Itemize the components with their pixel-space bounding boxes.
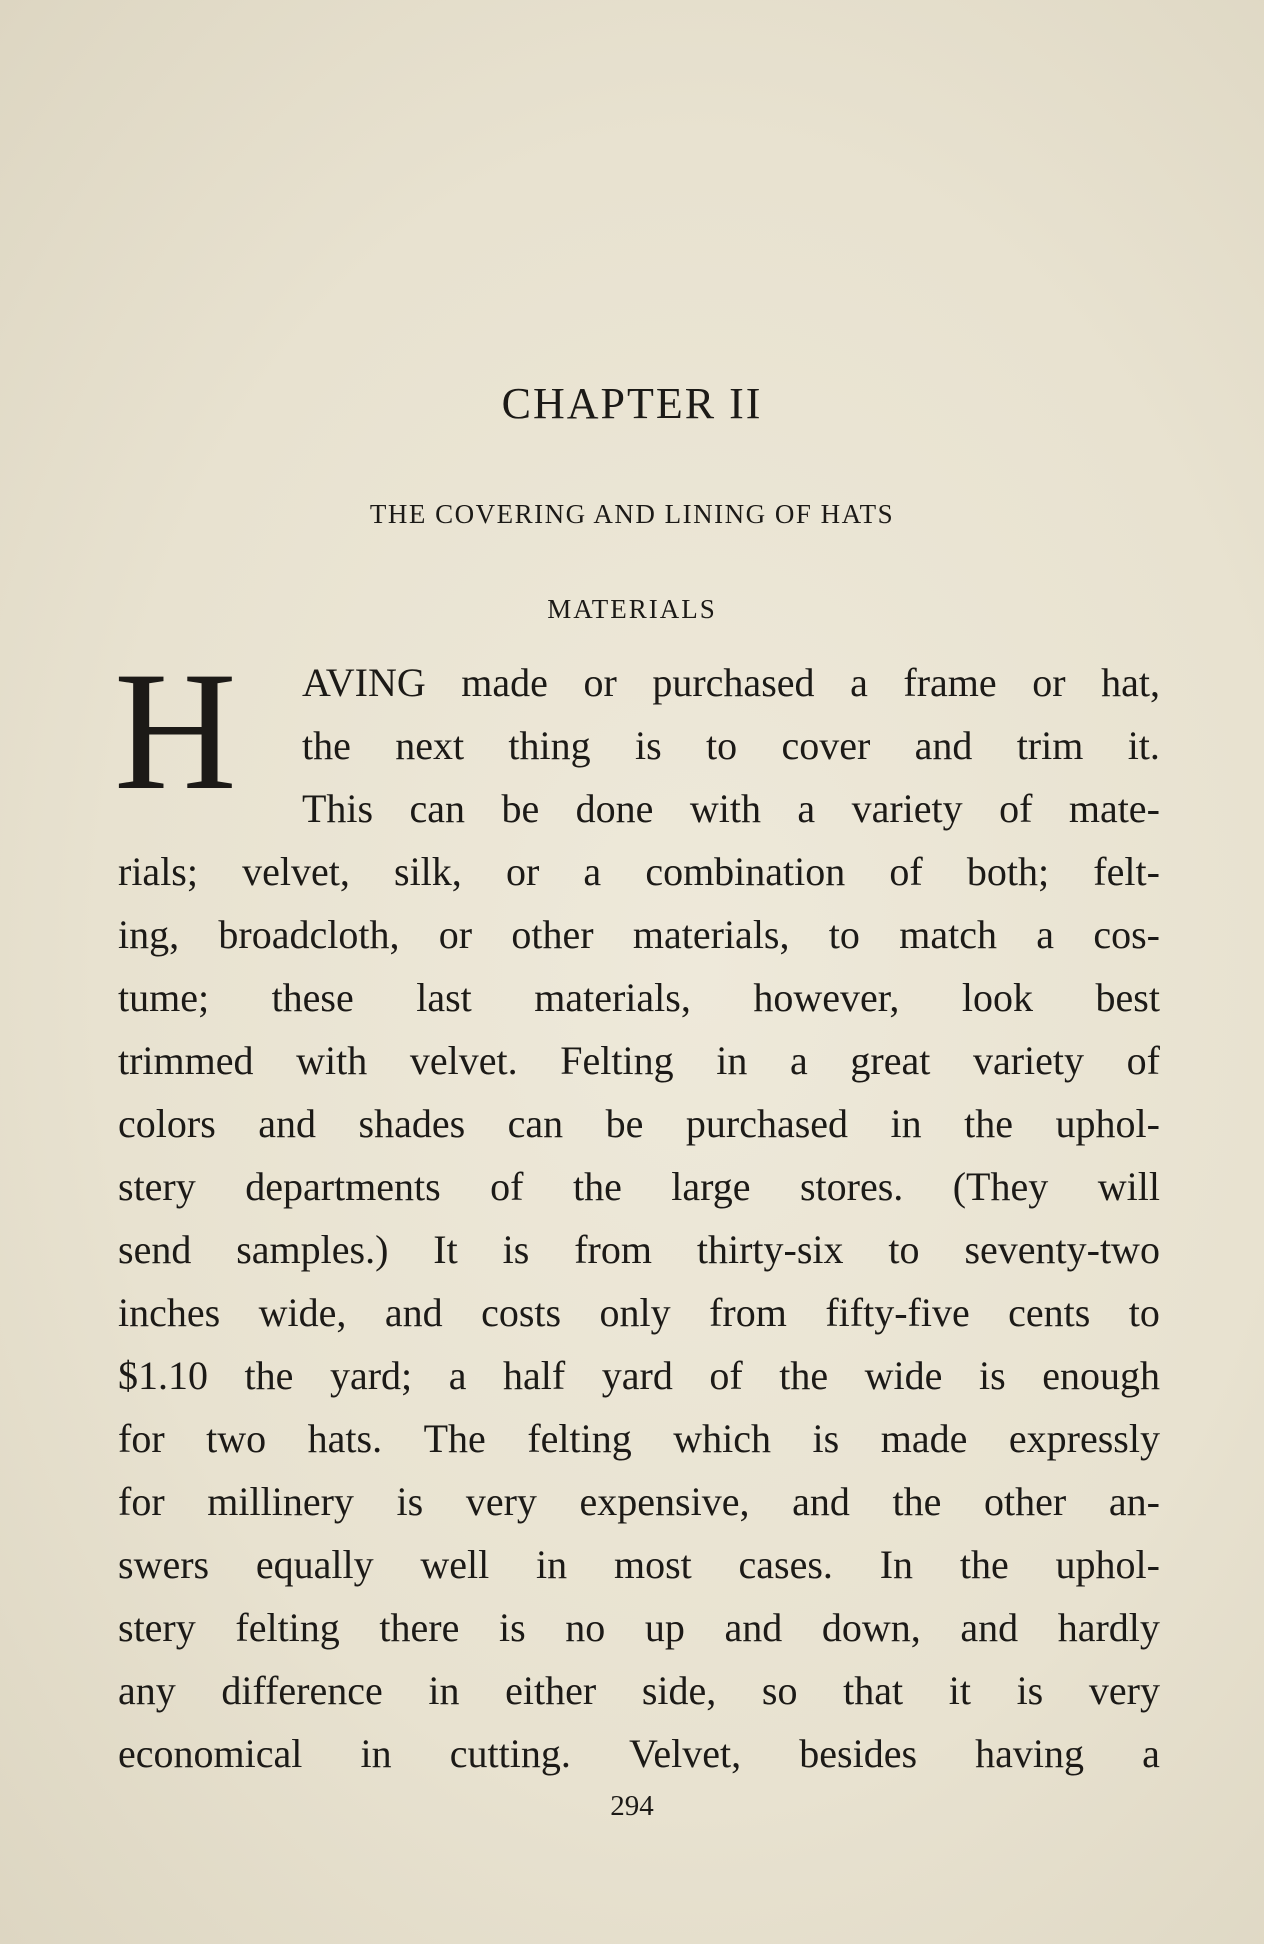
body-line <box>118 909 1160 961</box>
word: and <box>258 1101 317 1146</box>
word: colors <box>118 1101 216 1146</box>
word: very <box>1088 1668 1160 1713</box>
word: cases. <box>738 1542 833 1587</box>
word: felting <box>527 1416 632 1461</box>
body-line <box>118 1350 1160 1402</box>
word: with <box>296 1038 368 1083</box>
word: side, <box>641 1668 717 1713</box>
word: is <box>812 1416 840 1461</box>
word: these <box>271 975 354 1020</box>
word: and <box>960 1605 1019 1650</box>
word: of <box>889 849 923 894</box>
word: In <box>879 1542 914 1587</box>
word: match <box>899 912 997 957</box>
word: can <box>507 1101 564 1146</box>
word: hat, <box>1101 660 1160 705</box>
body-line <box>118 1665 1160 1717</box>
word: broadcloth, <box>218 912 400 957</box>
word: that <box>843 1668 904 1713</box>
word: frame <box>903 660 997 705</box>
word: any <box>118 1668 176 1713</box>
word: materials, <box>632 912 790 957</box>
word: shades <box>358 1101 466 1146</box>
word: This <box>302 786 374 831</box>
word: is <box>396 1479 424 1524</box>
word: besides <box>799 1731 918 1776</box>
body-line <box>302 657 1160 709</box>
body-line <box>118 1287 1160 1339</box>
word: cutting. <box>449 1731 571 1776</box>
word: (They <box>952 1164 1049 1209</box>
word: there <box>379 1605 460 1650</box>
word: economical <box>118 1731 303 1776</box>
word: be <box>501 786 540 831</box>
word: the <box>244 1353 294 1398</box>
word: stores. <box>799 1164 904 1209</box>
word: is <box>498 1605 526 1650</box>
word: enough <box>1042 1353 1160 1398</box>
word: fifty-five <box>825 1290 970 1335</box>
word: swers <box>118 1542 210 1587</box>
word: of <box>709 1353 743 1398</box>
body-line <box>118 972 1160 1024</box>
word: both; <box>966 849 1050 894</box>
word: next <box>395 723 465 768</box>
word: the <box>959 1542 1009 1587</box>
word: hats. <box>307 1416 383 1461</box>
body-line <box>302 720 1160 772</box>
word: seventy-two <box>964 1227 1160 1272</box>
word: is <box>1016 1668 1044 1713</box>
word: from <box>709 1290 787 1335</box>
word: $1.10 <box>118 1353 208 1398</box>
word: a <box>583 849 602 894</box>
word: in <box>716 1038 748 1083</box>
word: up <box>644 1605 685 1650</box>
body-line <box>118 1098 1160 1150</box>
word: or <box>1032 660 1066 705</box>
body-line <box>118 1224 1160 1276</box>
word: hardly <box>1057 1605 1160 1650</box>
word: uphol- <box>1055 1542 1160 1587</box>
word: the <box>779 1353 829 1398</box>
word: which <box>673 1416 772 1461</box>
word: or <box>505 849 540 894</box>
word: trim <box>1016 723 1084 768</box>
word: It <box>433 1227 458 1272</box>
word: materials, <box>534 975 691 1020</box>
body-line <box>118 1413 1160 1465</box>
word: a <box>789 1038 808 1083</box>
word: trimmed <box>118 1038 254 1083</box>
word: the <box>302 723 351 768</box>
word: variety <box>972 1038 1085 1083</box>
word: made <box>880 1416 968 1461</box>
word: costs <box>481 1290 562 1335</box>
word: departments <box>245 1164 441 1209</box>
section-heading: MATERIALS <box>547 594 717 624</box>
word: of <box>1126 1038 1160 1083</box>
word: stery <box>118 1605 196 1650</box>
body-line <box>118 1539 1160 1591</box>
word: cover <box>781 723 871 768</box>
word: it <box>948 1668 971 1713</box>
word: having <box>975 1731 1085 1776</box>
word: an- <box>1108 1479 1160 1524</box>
word: stery <box>118 1164 196 1209</box>
word: inches <box>118 1290 221 1335</box>
word: felt- <box>1093 849 1160 894</box>
word: of <box>999 786 1033 831</box>
word: the <box>572 1164 622 1209</box>
word: however, <box>753 975 900 1020</box>
word: equally <box>255 1542 374 1587</box>
word: purchased <box>685 1101 849 1146</box>
word: look <box>961 975 1034 1020</box>
word: mate- <box>1068 786 1160 831</box>
word: thirty-six <box>696 1227 844 1272</box>
word: uphol- <box>1055 1101 1160 1146</box>
word: most <box>613 1542 692 1587</box>
word: last <box>416 975 472 1020</box>
word: expensive, <box>579 1479 750 1524</box>
word: other <box>511 912 594 957</box>
word: tume; <box>118 975 210 1020</box>
word: to <box>705 723 738 768</box>
word: silk, <box>394 849 462 894</box>
word: for <box>118 1479 165 1524</box>
word: difference <box>221 1668 383 1713</box>
word: cos- <box>1093 912 1160 957</box>
word: in <box>536 1542 568 1587</box>
word: large <box>671 1164 751 1209</box>
word: so <box>761 1668 798 1713</box>
word: combination <box>645 849 846 894</box>
word: send <box>118 1227 192 1272</box>
body-line <box>118 1728 1160 1780</box>
word: best <box>1095 975 1160 1020</box>
word: and <box>724 1605 783 1650</box>
word: with <box>689 786 761 831</box>
page-number: 294 <box>610 1790 654 1822</box>
word: is <box>634 723 662 768</box>
word: two <box>206 1416 267 1461</box>
body-line <box>118 1161 1160 1213</box>
word: and <box>792 1479 850 1524</box>
word: yard <box>601 1353 673 1398</box>
word: well <box>420 1542 490 1587</box>
word: The <box>423 1416 486 1461</box>
word: it. <box>1127 723 1160 768</box>
word: wide, <box>258 1290 347 1335</box>
word: either <box>505 1668 597 1713</box>
word: for <box>118 1416 165 1461</box>
word: rials; <box>118 849 198 894</box>
word: half <box>503 1353 566 1398</box>
word: in <box>890 1101 922 1146</box>
word: yard; <box>329 1353 413 1398</box>
word: to <box>828 912 860 957</box>
word: thing <box>508 723 591 768</box>
word: will <box>1097 1164 1160 1209</box>
word: a <box>1142 1731 1160 1776</box>
word: and <box>914 723 973 768</box>
word: of <box>490 1164 524 1209</box>
word: in <box>428 1668 460 1713</box>
word: felting <box>235 1605 340 1650</box>
body-line <box>118 1035 1160 1087</box>
body-line <box>118 1476 1160 1528</box>
word: a <box>1036 912 1055 957</box>
word: purchased <box>652 660 815 705</box>
drop-cap: H <box>114 637 237 825</box>
word: down, <box>821 1605 921 1650</box>
chapter-title: CHAPTER II <box>501 379 763 428</box>
word: to <box>888 1227 920 1272</box>
word: great <box>850 1038 931 1083</box>
word: Velvet, <box>628 1731 742 1776</box>
word: a <box>448 1353 467 1398</box>
word: velvet. <box>409 1038 518 1083</box>
word: cents <box>1008 1290 1091 1335</box>
word: no <box>565 1605 606 1650</box>
word: the <box>964 1101 1013 1146</box>
word: the <box>892 1479 942 1524</box>
word: wide <box>864 1353 943 1398</box>
chapter-subtitle: THE COVERING AND LINING OF HATS <box>369 499 895 529</box>
word: made <box>461 660 548 705</box>
word: can <box>409 786 466 831</box>
word: Felting <box>560 1038 674 1083</box>
word: samples.) <box>236 1227 389 1272</box>
word: very <box>465 1479 537 1524</box>
word: from <box>574 1227 652 1272</box>
word: and <box>384 1290 443 1335</box>
body-line <box>302 783 1160 835</box>
word: to <box>1128 1290 1160 1335</box>
word: variety <box>851 786 963 831</box>
body-line <box>118 846 1160 898</box>
word: a <box>850 660 868 705</box>
word: millinery <box>207 1479 354 1524</box>
body-line <box>118 1602 1160 1654</box>
word: a <box>797 786 816 831</box>
word: or <box>583 660 617 705</box>
word: ing, <box>118 912 180 957</box>
word: be <box>605 1101 644 1146</box>
word: in <box>360 1731 392 1776</box>
word: or <box>438 912 473 957</box>
word: other <box>984 1479 1067 1524</box>
word: velvet, <box>242 849 350 894</box>
word: is <box>502 1227 530 1272</box>
word: done <box>575 786 654 831</box>
word: is <box>978 1353 1006 1398</box>
word: expressly <box>1008 1416 1160 1461</box>
word: only <box>599 1290 671 1335</box>
word: AVING <box>302 660 426 705</box>
